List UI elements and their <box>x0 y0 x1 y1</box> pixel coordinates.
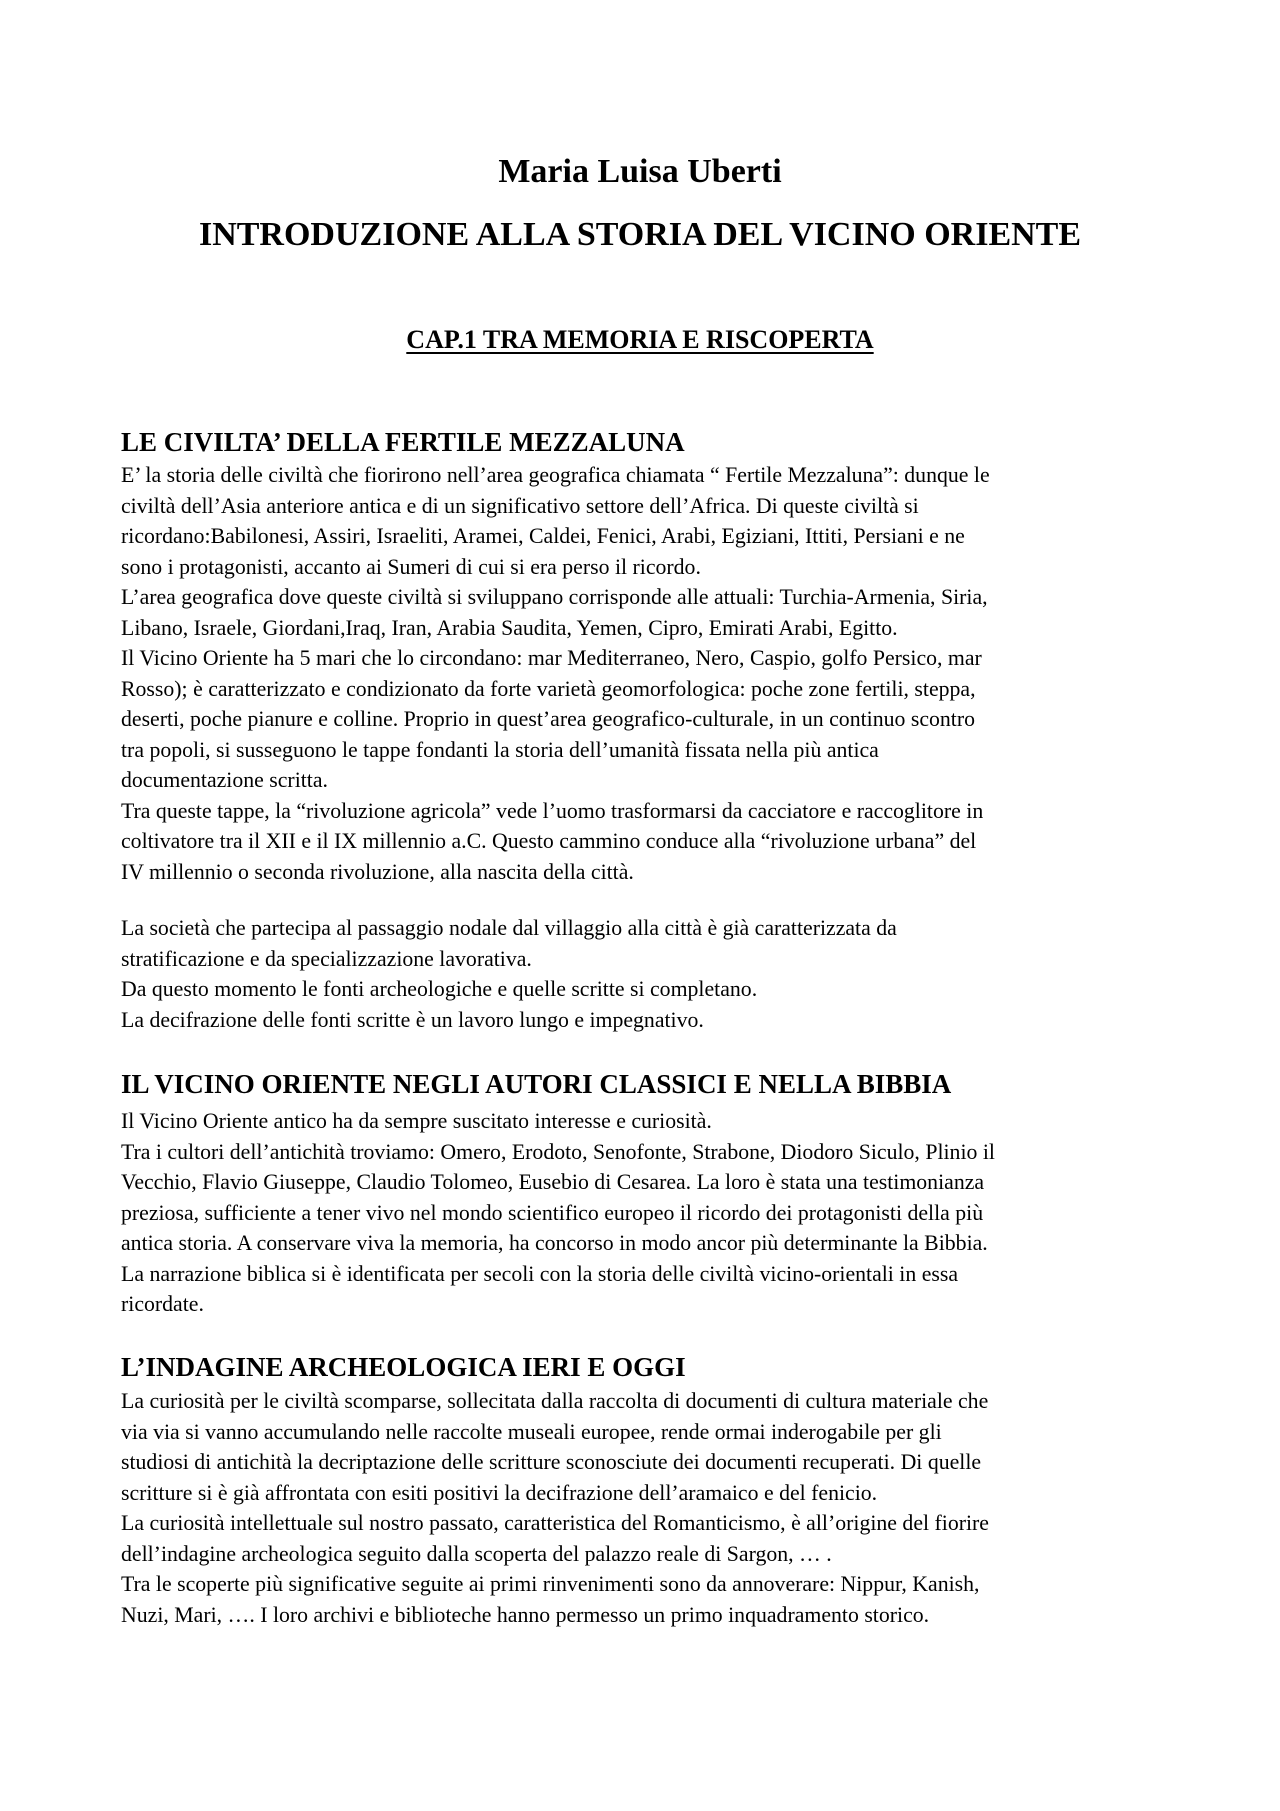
text-line: E’ la storia delle civiltà che fiorirono nell’area geografica chiamata “ Fertile Mezzaluna”: dunque le <box>121 463 990 487</box>
text-line: Da questo momento le fonti archeologiche e quelle scritte si completano. <box>121 977 758 1001</box>
author-name: Maria Luisa Uberti <box>498 153 782 190</box>
text-line: Tra queste tappe, la “rivoluzione agricola” vede l’uomo trasformarsi da cacciatore e raccoglitore in <box>121 798 984 823</box>
chapter-title-text: CAP.1 TRA MEMORIA E RISCOPERTA <box>406 325 874 354</box>
paragraph-society <box>121 913 1161 1035</box>
text-line: scritture si è già affrontata con esiti positivi la decifrazione dell’aramaico e del fenicio. <box>121 1480 878 1505</box>
text-line: Tra le scoperte più significative seguite ai primi rinvenimenti sono da annoverare: Nippur, Kanish, <box>121 1572 980 1596</box>
text-line: Tra i cultori dell’antichità troviamo: Omero, Erodoto, Senofonte, Strabone, Diodoro Siculo, Plinio il <box>121 1139 995 1164</box>
section-heading-archaeology: L’INDAGINE ARCHEOLOGICA IERI E OGGI <box>121 1352 686 1382</box>
text-line: La decifrazione delle fonti scritte è un lavoro lungo e impegnativo. <box>121 1007 704 1032</box>
text-line: studiosi di antichità la decriptazione delle scritture sconosciute dei documenti recuperati. Di quelle <box>121 1450 982 1474</box>
text-line: deserti, poche pianure e colline. Proprio in quest’area geografico-culturale, in un continuo scontro <box>121 707 976 731</box>
paragraph-fertile-crescent <box>121 460 1161 887</box>
text-line: Vecchio, Flavio Giuseppe, Claudio Tolomeo, Eusebio di Cesarea. La loro è stata una testimonianza <box>121 1170 985 1194</box>
text-line: Il Vicino Oriente antico ha da sempre suscitato interesse e curiosità. <box>121 1109 712 1133</box>
text-line: La curiosità per le civiltà scomparse, sollecitata dalla raccolta di documenti di cultura materiale che <box>121 1389 989 1413</box>
text-line: antica storia. A conservare viva la memoria, ha concorso in modo ancor più determinante la Bibbia. <box>121 1231 988 1255</box>
text-line: documentazione scritta. <box>121 768 328 792</box>
text-line: dell’indagine archeologica seguito dalla scoperta del palazzo reale di Sargon, … . <box>121 1541 832 1566</box>
text-line: ricordate. <box>121 1292 204 1316</box>
text-line: La società che partecipa al passaggio nodale dal villaggio alla città è già caratterizzata da <box>121 916 897 940</box>
text-line: Nuzi, Mari, …. I loro archivi e biblioteche hanno permesso un primo inquadramento storico. <box>121 1602 930 1627</box>
section-heading-fertile-crescent: LE CIVILTA’ DELLA FERTILE MEZZALUNA <box>121 427 685 457</box>
text-line: L’area geografica dove queste civiltà si sviluppano corrisponde alle attuali: Turchia-Armenia, Siria, <box>121 585 988 609</box>
text-line: preziosa, sufficiente a tener vivo nel mondo scientifico europeo il ricordo dei protagonisti della più <box>121 1200 984 1225</box>
text-line: La narrazione biblica si è identificata per secoli con la storia delle civiltà vicino-orientali in essa <box>121 1261 959 1286</box>
text-line: civiltà dell’Asia anteriore antica e di un significativo settore dell’Africa. Di queste civiltà si <box>121 493 919 518</box>
section-heading-classical-authors: IL VICINO ORIENTE NEGLI AUTORI CLASSICI E NELLA BIBBIA <box>121 1069 952 1099</box>
text-line: IV millennio o seconda rivoluzione, alla nascita della città. <box>121 859 634 884</box>
text-line: ricordano:Babilonesi, Assiri, Israeliti, Aramei, Caldei, Fenici, Arabi, Egiziani, Ittiti, Persiani e ne <box>121 524 965 548</box>
paragraph-classical-authors <box>121 1106 1161 1320</box>
text-line: tra popoli, si susseguono le tappe fondanti la storia dell’umanità fissata nella più antica <box>121 737 879 762</box>
text-line: Libano, Israele, Giordani,Iraq, Iran, Arabia Saudita, Yemen, Cipro, Emirati Arabi, Egitto. <box>121 615 898 640</box>
text-line: Rosso); è caratterizzato e condizionato da forte varietà geomorfologica: poche zone fertili, steppa, <box>121 676 976 701</box>
text-line: La curiosità intellettuale sul nostro passato, caratteristica del Romanticismo, è all’origine del fiorire <box>121 1511 989 1535</box>
text-line: sono i protagonisti, accanto ai Sumeri di cui si era perso il ricordo. <box>121 554 701 579</box>
text-line: Il Vicino Oriente ha 5 mari che lo circondano: mar Mediterraneo, Nero, Caspio, golfo Persico, mar <box>121 646 982 670</box>
text-line: stratificazione e da specializzazione lavorativa. <box>121 946 532 971</box>
text-line: via via si vanno accumulando nelle raccolte museali europee, rende ormai inderogabile per gli <box>121 1419 942 1444</box>
paragraph-archaeology <box>121 1386 1161 1630</box>
text-line: coltivatore tra il XII e il IX millennio a.C. Questo cammino conduce alla “rivoluzione urbana” del <box>121 829 977 853</box>
chapter-title <box>0 324 1280 356</box>
book-title: INTRODUZIONE ALLA STORIA DEL VICINO ORIENTE <box>198 216 1082 253</box>
